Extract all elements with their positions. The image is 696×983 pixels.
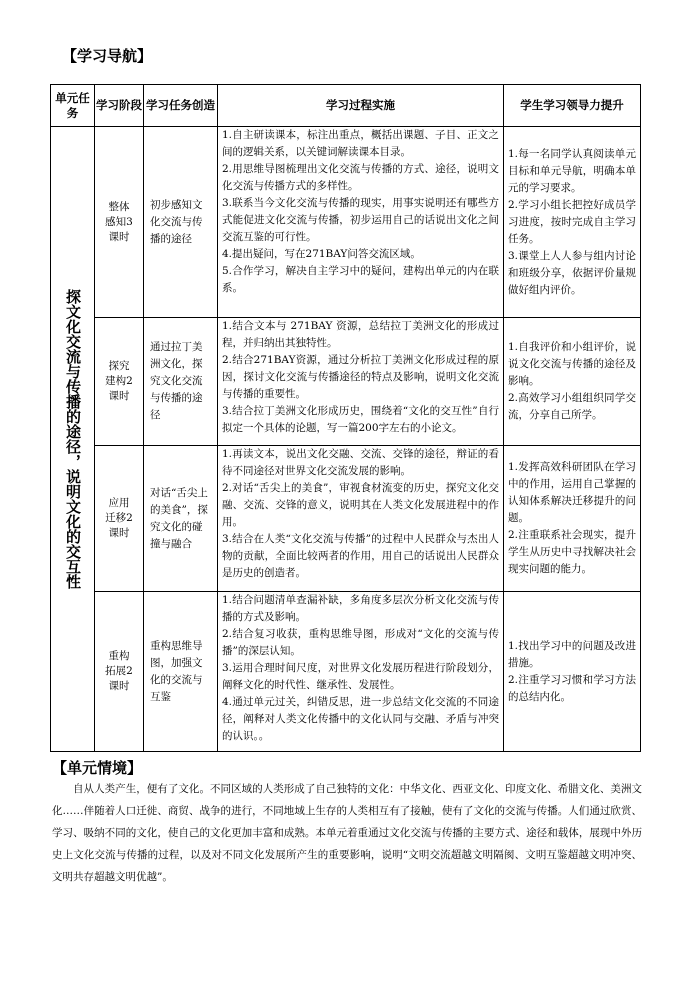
unit-task-text: 探文化交流与传播的途径，说明文化的交互性 [64,289,82,589]
process-item: 2.结合271BAY资源，通过分析拉丁美洲文化形成过程的原因，探讨文化交流与传播途径的特点及影响，说明文化交流与传播的重要性。 [222,354,499,400]
process-item: 5.合作学习，解决自主学习中的疑问，建构出单元的内在联系。 [222,265,499,294]
task-cell: 重构思维导图，加强文化的交流与互鉴 [144,592,218,752]
leadership-item: 1.找出学习中的问题及改进措施。 [508,639,636,669]
header-stage: 学习阶段 [95,85,144,127]
leadership-item: 2.注重联系社会现实，提升学生从历史中寻找解决社会现实问题的能力。 [508,529,636,575]
table-row [51,592,641,752]
process-cell [218,592,504,752]
leadership-cell [504,446,641,592]
stage-cell: 探究建构2课时 [95,318,144,446]
process-cell [218,318,504,446]
leadership-item: 2.高效学习小组组织同学交流，分享自己所学。 [508,392,636,421]
process-item: 3.联系当今文化交流与传播的现实，用事实说明还有哪些方式能促进文化交流与传播，初步运用自己的话说出文化之间交流互鉴的可行性。 [222,197,499,243]
leadership-cell [504,127,641,318]
table-row [51,127,641,318]
learning-plan-table [50,84,641,752]
header-process: 学习过程实施 [218,85,504,127]
header-leadership: 学生学习领导力提升 [504,85,641,127]
leadership-cell [504,318,641,446]
stage-cell: 重构拓展2课时 [95,592,144,752]
process-item: 1.自主研读课本，标注出重点，概括出课题、子目、正文之间的逻辑关系，以关键词解读课本目录。 [222,129,499,158]
process-item: 3.运用合理时间尺度，对世界文化发展历程进行阶段划分，阐释文化的时代性、继承性、发展性。 [222,662,499,691]
process-item: 2.对话“舌尖上的美食”，审视食材流变的历史，探究文化交融、交流、交锋的意义，说明其在人类文化发展进程中的作用。 [222,482,499,528]
table-header-row [51,85,641,127]
leadership-item: 3.课堂上人人参与组内讨论和班级分享，依据评价量规做好组内评价。 [508,249,636,296]
leadership-item: 1.自我评价和小组评价，说说文化交流与传播的途径及影响。 [508,341,636,387]
leadership-item: 2.注重学习习惯和学习方法的总结内化。 [508,673,636,703]
header-task-creation: 学习任务创造 [144,85,218,127]
task-cell: 对话“舌尖上的美食”，探究文化的碰撞与融合 [144,446,218,592]
process-item: 1.再读文本，说出文化交融、交流、交锋的途径，辩证的看待不同途径对世界文化交流发展的影响。 [222,448,499,477]
process-cell [218,446,504,592]
task-cell: 初步感知文化交流与传播的途径 [144,127,218,318]
task-cell: 通过拉丁美洲文化，探究文化交流与传播的途径 [144,318,218,446]
scenario-paragraph: 自从人类产生，便有了文化。不同区域的人类形成了自己独特的文化：中华文化、西亚文化、印度文化、希腊文化、美洲文化……伴随着人口迁徙、商贸、战争的进行，不同地域上生存的人类相互有了接触，使有了文化的交流与传播。人们通过欣赏、学习、吸纳不同的文化，使自己的文化更加丰富和成熟。本单元着重通过文化交流与传播的主要方式、途径和载体，展现中外历史上文化交流与传播的过程，以及对不同文化发展所产生的重要影响，说明“文明交流超越文明隔阂、文明互鉴超越文明冲突、文明共存超越文明优越”。 [52,783,642,883]
nav-heading: 【学习导航】 [62,47,153,65]
process-item: 2.用思维导图梳理出文化交流与传播的方式、途径，说明文化交流与传播方式的多样性。 [222,163,499,192]
process-item: 1.结合文本与 271BAY 资源，总结拉丁美洲文化的形成过程，并归纳出其独特性。 [222,320,499,349]
process-item: 3.结合在人类“文化交流与传播”的过程中人民群众与杰出人物的贡献，全面比较两者的作用，用自己的话说出人民群众是历史的创造者。 [222,533,499,579]
leadership-item: 1.发挥高效科研团队在学习中的作用，运用自己掌握的认知体系解决迁移提升的问题。 [508,461,636,524]
stage-cell: 整体感知3课时 [95,127,144,318]
header-unit-task: 单元任务 [51,85,95,127]
process-item: 2.结合复习收获，重构思维导图，形成对“文化的交流与传播”的深层认知。 [222,628,499,657]
leadership-item: 1.每一名同学认真阅读单元目标和单元导航，明确本单元的学习要求。 [508,147,636,194]
process-item: 4.通过单元过关，纠错反思，进一步总结文化交流的不同途径，阐释对人类文化传播中的文化认同与交融、矛盾与冲突的认识。。 [222,696,499,742]
leadership-item: 2.学习小组长把控好成员学习进度，按时完成自主学习任务。 [508,198,636,245]
table-row [51,318,641,446]
process-item: 4.提出疑问，写在271BAY问答交流区域。 [222,248,421,260]
stage-cell: 应用迁移2课时 [95,446,144,592]
process-cell [218,127,504,318]
process-item: 1.结合问题清单查漏补缺，多角度多层次分析文化交流与传播的方式及影响。 [222,594,499,623]
unit-task-cell [51,127,95,752]
leadership-cell [504,592,641,752]
process-item: 3.结合拉丁美洲文化形成历史，围绕着“文化的交互性”自行拟定一个具体的论题，写一篇200字左右的小论文。 [222,405,499,434]
table-row [51,446,641,592]
scenario-heading: 【单元情境】 [52,759,143,777]
